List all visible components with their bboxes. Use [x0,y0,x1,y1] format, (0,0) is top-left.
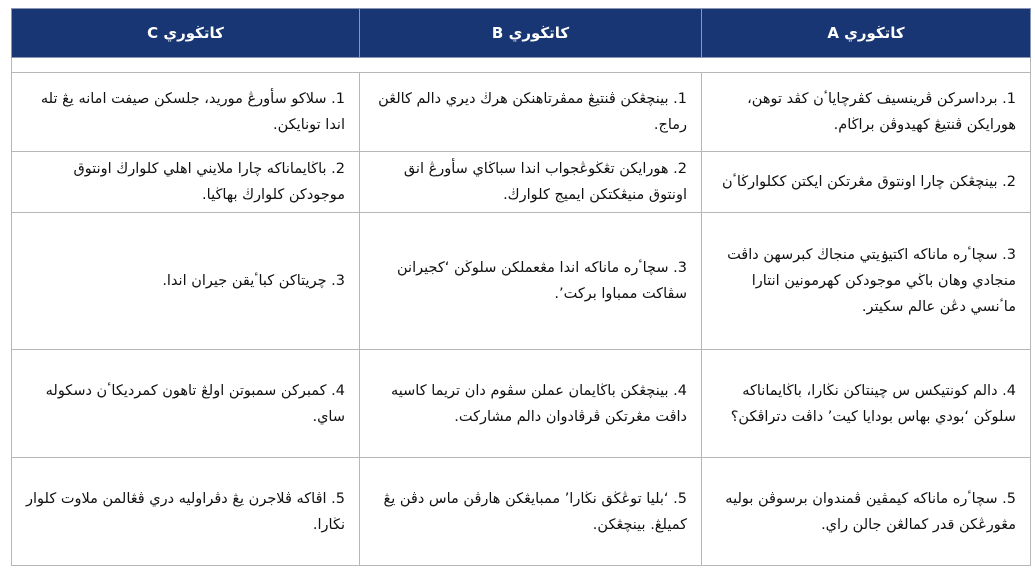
cell-a2: 2. بينچڠکن چارا اونتوق مڠرتکن ايکتن ککلوارڬاٴن [702,152,1031,213]
header-category-a: کاتڬوري A [702,9,1031,58]
cell-c2: 2. باڬايماناکه چارا ملايني اهلي کلوارڬ اونتوق موجودکن کلوارڬ بهاڬيا. [12,152,360,213]
cell-a3: 3. سچاٴره ماناکه اکتيۏيتي منجاڬ کبرسهن داڤت منجادي وهان باڬي موجودکن کهرمونين انتارا ماٴنسي دڠن عالم سکيتر. [702,213,1031,350]
cell-c3: 3. چريتاکن کباٴيقن جيران اندا. [12,213,360,350]
cell-b5: 5. ‘بليا توڠڬق نڬارا’ ممبايڠکن هارڤن ماس دڤن يڠ کميلڠ. بينچڠکن. [360,458,702,566]
cell-a1: 1. برداسرکن ڤرينسيف کڤرچاياٴن کڤد توهن، هورايکن ڤنتيڠ کهيدوڤن براڬام. [702,73,1031,152]
cell-c5: 5. اڤاکه ڤلاجرن يڠ دڤراوليه دري ڤڠالمن ملاوت کلوار نڬارا. [12,458,360,566]
table-row [12,350,1031,458]
table-row [12,213,1031,350]
header-gap [12,58,1031,73]
cell-b2: 2. هورايکن تڠڬوڠجواب اندا سباڬاي سأورڠ انق اونتوق منيڠکتکن ايميج کلوارڬ. [360,152,702,213]
header-row [12,9,1031,58]
header-category-b: کاتڬوري B [360,9,702,58]
cell-b1: 1. بينچڠکن ڤنتيڠ ممڤرتاهنکن هرڬ ديري دالم کالڠن رماج. [360,73,702,152]
table-row [12,73,1031,152]
cell-b3: 3. سچاٴره ماناکه اندا مڠعملکن سلوڬن ‘کجيرانن سڤاکت ممباوا برکت’. [360,213,702,350]
header-category-c: کاتڬوري C [12,9,360,58]
cell-a4: 4. دالم کونتيکس س چينتاکن نڬارا، باڬايماناکه سلوڬن ‘بودي بهاس بودايا کيت’ داڤت دتراڤکن؟ [702,350,1031,458]
cell-a5: 5. سچاٴره ماناکه کيمڤين ڤمندوان برسوڤن بوليه مڠورڠکن قدر کمالڠن جالن راي. [702,458,1031,566]
cell-c1: 1. سلاکو سأورڠ موريد، جلسکن صيفت امانه يڠ تله اندا تونايکن. [12,73,360,152]
table-row [12,458,1031,566]
table-row [12,152,1031,213]
cell-b4: 4. بينچڠکن باڬايمان عملن سڤوم دان تريما کاسيه داڤت مڠرتکن ڤرڤادوان دالم مشارکت. [360,350,702,458]
cell-c4: 4. کمبرکن سمبوتن اولڠ تاهون کمرديکاٴن دسکوله ساي. [12,350,360,458]
category-table [11,8,1031,566]
